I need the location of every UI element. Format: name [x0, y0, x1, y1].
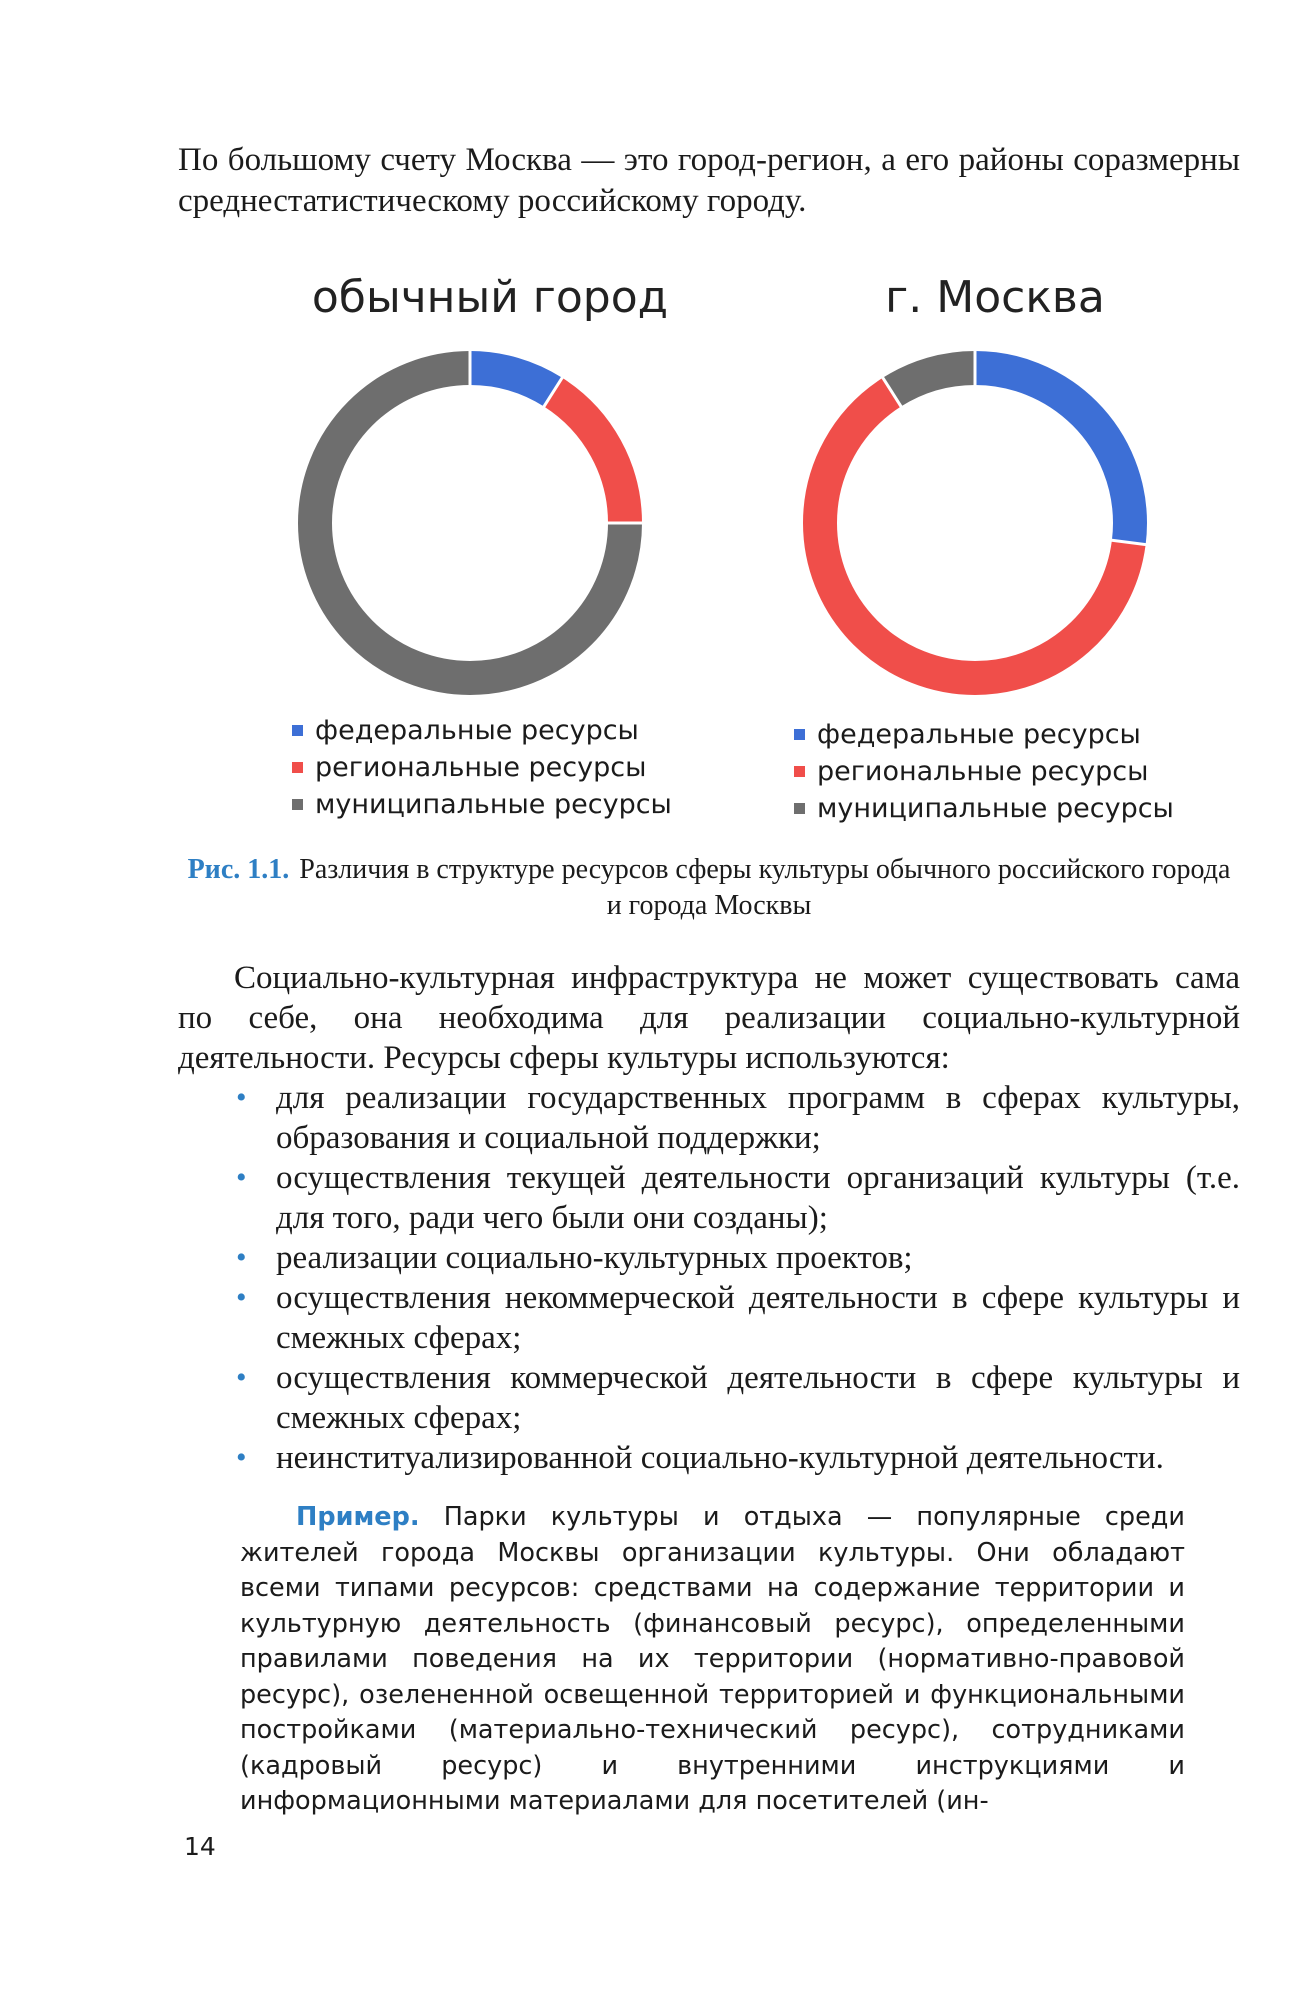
bullet-icon: • [236, 1081, 247, 1114]
list-item: • осуществления некоммерческой деятельности в сфере культуры и смежных сферах; [236, 1280, 1240, 1356]
legend-label: региональные ресурсы [817, 756, 1149, 787]
legend-swatch-federal [292, 725, 303, 736]
example-label: Пример. [296, 1502, 420, 1532]
legend-swatch-federal [794, 729, 805, 740]
chart-title-ordinary-city: обычный город [311, 272, 669, 323]
legend-ordinary-city [292, 712, 672, 823]
chart-title-moscow: г. Москва [885, 272, 1105, 323]
donut-moscow [775, 338, 1215, 698]
bullet-icon: • [236, 1441, 247, 1474]
list-item: • неинституализированной социально-культурной деятельности. [236, 1440, 1164, 1476]
list-item: • реализации социально-культурных проектов; [236, 1240, 913, 1276]
legend-item-regional [794, 753, 1174, 790]
legend-label: федеральные ресурсы [817, 719, 1141, 750]
legend-label: муниципальные ресурсы [817, 793, 1174, 824]
resource-uses-list [178, 1078, 1240, 1478]
list-item: • для реализации государственных программ в сферах культуры, образования и социальной поддержки; [236, 1080, 1240, 1156]
figure-label: Рис. 1.1. [187, 854, 290, 885]
legend-label: муниципальные ресурсы [315, 789, 672, 820]
legend-swatch-municipal [794, 803, 805, 814]
bullet-icon: • [236, 1361, 247, 1394]
figure-caption-text: Различия в структуре ресурсов сферы культуры обычного российского города и города Москвы [299, 854, 1231, 921]
page-number: 14 [184, 1832, 216, 1861]
bullet-icon: • [236, 1161, 247, 1194]
bullet-icon: • [236, 1281, 247, 1314]
example-block [240, 1500, 1185, 1820]
list-item: • осуществления текущей деятельности организаций культуры (т.е. для того, ради чего были они созданы); [236, 1160, 1240, 1236]
legend-label: региональные ресурсы [315, 752, 647, 783]
legend-item-federal [794, 716, 1174, 753]
list-item: • осуществления коммерческой деятельности в сфере культуры и смежных сферах; [236, 1360, 1240, 1436]
legend-label: федеральные ресурсы [315, 715, 639, 746]
body-paragraph: Социально-культурная инфраструктура не может существовать сама по себе, она необходима для реализации социально-культурной деятельности. Ресурсы сферы культуры используются: [178, 960, 1240, 1076]
legend-swatch-regional [292, 762, 303, 773]
legend-moscow [794, 716, 1174, 827]
example-text: Парки культуры и отдыха — популярные среди жителей города Москвы организации культуры. Они обладают всеми типами ресурсов: средствами на содержание территории и культурную деятельность (финансовый ресурс), определенными правилами поведения на их территории (нормативно-правовой ресурс), озелененной освещенной территорией и функциональными постройками (материально-технический ресурс), сотрудниками (кадровый ресурс) и внутренними инструкциями и информационными материалами для посетителей (ин- [240, 1502, 1185, 1816]
legend-swatch-regional [794, 766, 805, 777]
donut-ordinary-city [270, 338, 710, 698]
intro-paragraph: По большому счету Москва — это город-регион, а его районы соразмерны среднестатистическому российскому городу. [178, 142, 1240, 219]
legend-swatch-municipal [292, 799, 303, 810]
legend-item-municipal [292, 786, 672, 823]
legend-item-regional [292, 749, 672, 786]
figure-caption [178, 852, 1240, 924]
legend-item-federal [292, 712, 672, 749]
legend-item-municipal [794, 790, 1174, 827]
bullet-icon: • [236, 1241, 247, 1274]
